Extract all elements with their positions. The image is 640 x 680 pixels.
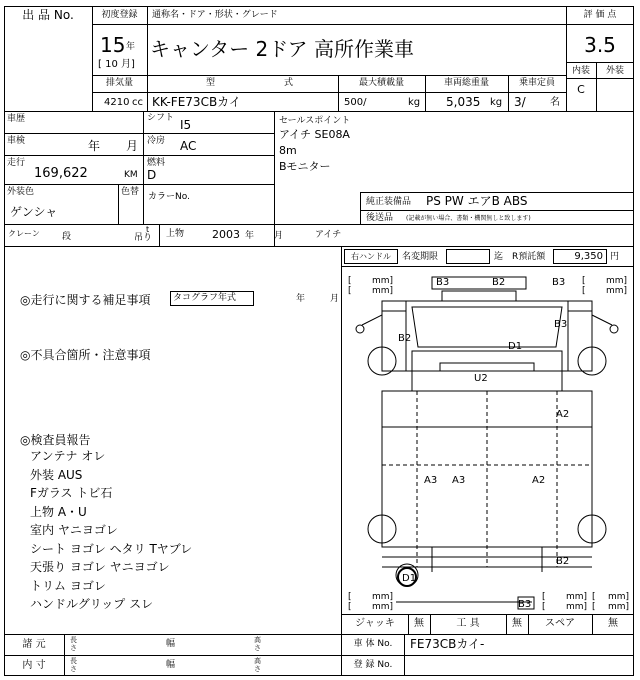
mm-mark: mm] [606,276,628,286]
report-line: アンテナ オレ [30,449,106,463]
length-label: 長さ [70,636,77,652]
width-label: 幅 [166,639,176,649]
tools-label: 工 具 [456,618,480,629]
damage-mark: B2 [492,277,506,288]
defects-label: ◎不具合箇所・注意事項 [20,348,151,362]
chassis-number: FE73CBカイ- [410,637,485,651]
color-value: ゲンシャ [10,205,58,219]
sales-point-title: セールスポイント [279,116,351,126]
crane-label: クレーン [8,229,40,238]
body-maker: アイチ [315,230,342,240]
inspection-year-unit: 年 [88,139,101,153]
model-name: キャンター 2ドア 高所作業車 [150,37,415,61]
damage-mark: B2 [556,556,570,567]
tacho-year-unit: 年 [296,294,306,304]
sales-point-line: アイチ SE08A [279,128,350,141]
damage-mark: U2 [474,373,488,384]
damage-mark: A3 [452,475,466,486]
bracket-mark: [ [348,276,352,286]
gross-weight-label: 車両総重量 [443,78,489,88]
kg-unit: kg [408,97,421,108]
displacement-label: 排気量 [105,78,133,88]
mileage-value: 169,622 [34,166,88,181]
width-label: 幅 [166,660,176,670]
inspector-report-label: ◎検査員報告 [20,433,91,447]
length-label: 長さ [70,657,77,673]
jack-label: ジャッキ [355,618,395,629]
lot-number-label: 出 品 No. [22,8,74,22]
max-load-value: 500/ [344,97,367,108]
body-year: 2003 [212,228,240,241]
report-line: Fガラス トビ石 [30,486,113,500]
mm-mark: mm] [372,602,394,612]
mm-mark: mm] [566,592,588,602]
report-line: 室内 ヤニヨゴレ [30,523,118,537]
report-line: 天張り ヨゴレ ヤニヨゴレ [30,560,170,574]
chassis-label: 車 体 No. [353,639,393,649]
specs-label: 諸 元 [22,639,46,650]
year-unit: 年 [126,42,136,52]
handle-position: 右ハンドル [344,249,398,264]
inspection-label: 車検 [7,136,26,146]
history-label: 車歴 [7,114,26,124]
mm-mark: mm] [608,602,630,612]
grade-label: 評 価 点 [583,10,617,20]
fuel-label: 燃料 [147,158,166,168]
inspection-month-unit: 月 [126,139,139,153]
height-label: 高さ [254,657,261,673]
yen-unit: 円 [610,252,620,262]
displacement-value: 4210 [104,97,130,108]
bracket-mark: [ [542,602,546,612]
kg-unit: kg [490,97,503,108]
capacity-unit: 名 [550,97,560,108]
crane-stage: 段 [62,232,72,242]
report-line: 上物 A・U [30,504,87,519]
body-label: 上物 [166,229,185,239]
exterior-label: 外装 [605,66,624,76]
body-year-unit: 年 [245,231,255,241]
mm-mark: mm] [606,286,628,296]
mm-mark: mm] [372,592,394,602]
capacity-label: 乗車定員 [518,78,555,88]
bracket-mark: [ [592,592,596,602]
model-name-label: 通称名・ドア・形状・グレード [152,10,278,20]
body-month-unit: 月 [274,231,284,241]
bracket-mark: [ [592,602,596,612]
type-label: 型 [206,78,216,88]
until-label: 迄 [494,252,504,262]
shift-value: I5 [180,118,192,132]
capacity-value: 3/ [514,95,526,109]
tachograph-box: タコグラフ年式 [170,291,254,306]
name-change-label: 名変期限 [402,252,439,262]
driving-notes-label: ◎走行に関する補足事項 [20,293,151,307]
report-line: トリム ヨゴレ [30,578,106,593]
color-change-label: 色替 [121,187,140,197]
sales-point-line: 8m [279,144,297,157]
mm-mark: mm] [566,602,588,612]
first-registration-year: 15 [100,33,126,57]
first-registration-label: 初度登録 [101,10,138,20]
mm-mark: mm] [372,286,394,296]
color-label: 外装色 [7,187,35,197]
interior-grade: C [577,83,585,96]
gross-weight-value: 5,035 [446,95,481,109]
shiki-label: 式 [284,78,294,88]
recycle-value: 9,350 [553,249,607,264]
damage-mark: D1 [508,341,523,352]
damage-mark: A3 [424,475,438,486]
after-delivery-note: (記載が無い場合、書類・機関無しと致します) [406,215,531,222]
registration-label: 登 録 No. [353,660,393,670]
bracket-mark: [ [582,286,586,296]
name-change-box [446,249,490,264]
crane-ton: t [146,225,150,234]
model-code: KK-FE73CBカイ [152,95,241,109]
recycle-label: R預託額 [512,252,546,262]
grade-score: 3.5 [584,33,616,57]
first-registration-month: [ 10 月] [98,59,135,70]
bracket-mark: [ [582,276,586,286]
report-line: シート ヨゴレ ヘタリ Tヤブレ [30,541,193,556]
damage-mark: B3 [552,277,566,288]
fuel-value: D [147,168,157,182]
crane-lift: 吊り [134,233,153,243]
damage-mark: B3 [518,599,532,610]
interior-label: 内装 [571,66,590,76]
color-number-label: カラーNo. [148,192,190,202]
options-label: 純正装備品 [366,197,412,207]
mileage-label: 走行 [7,158,26,168]
bracket-mark: [ [542,592,546,602]
damage-diagram [342,267,634,614]
km-unit: KM [124,170,138,180]
report-line: ハンドルグリップ スレ [30,597,154,611]
ac-label: 冷房 [147,136,166,146]
spare-value: 無 [608,618,618,629]
after-delivery-label: 後送品 [366,213,394,223]
damage-mark: A2 [556,409,570,420]
tools-value: 無 [512,618,522,629]
sales-point-line: Bモニター [279,160,331,173]
damage-mark: A2 [532,475,546,486]
dims-label: 内 寸 [22,660,46,671]
report-line: 外装 AUS [30,467,83,482]
mm-mark: mm] [608,592,630,602]
mm-mark: mm] [372,276,394,286]
shift-label: シフト [147,113,175,123]
max-load-label: 最大積載量 [358,78,404,88]
options-value: PS PW エアB ABS [426,194,528,208]
bracket-mark: [ [348,592,352,602]
jack-value: 無 [414,618,424,629]
bracket-mark: [ [348,602,352,612]
damage-mark: D1 [402,573,417,584]
damage-mark: B3 [554,319,568,330]
damage-mark: B3 [436,277,450,288]
height-label: 高さ [254,636,261,652]
bracket-mark: [ [348,286,352,296]
spare-label: スペア [545,618,575,629]
cc-unit: cc [132,97,143,108]
tacho-month-unit: 月 [330,294,340,304]
ac-value: AC [180,139,197,153]
damage-mark: B2 [398,333,412,344]
